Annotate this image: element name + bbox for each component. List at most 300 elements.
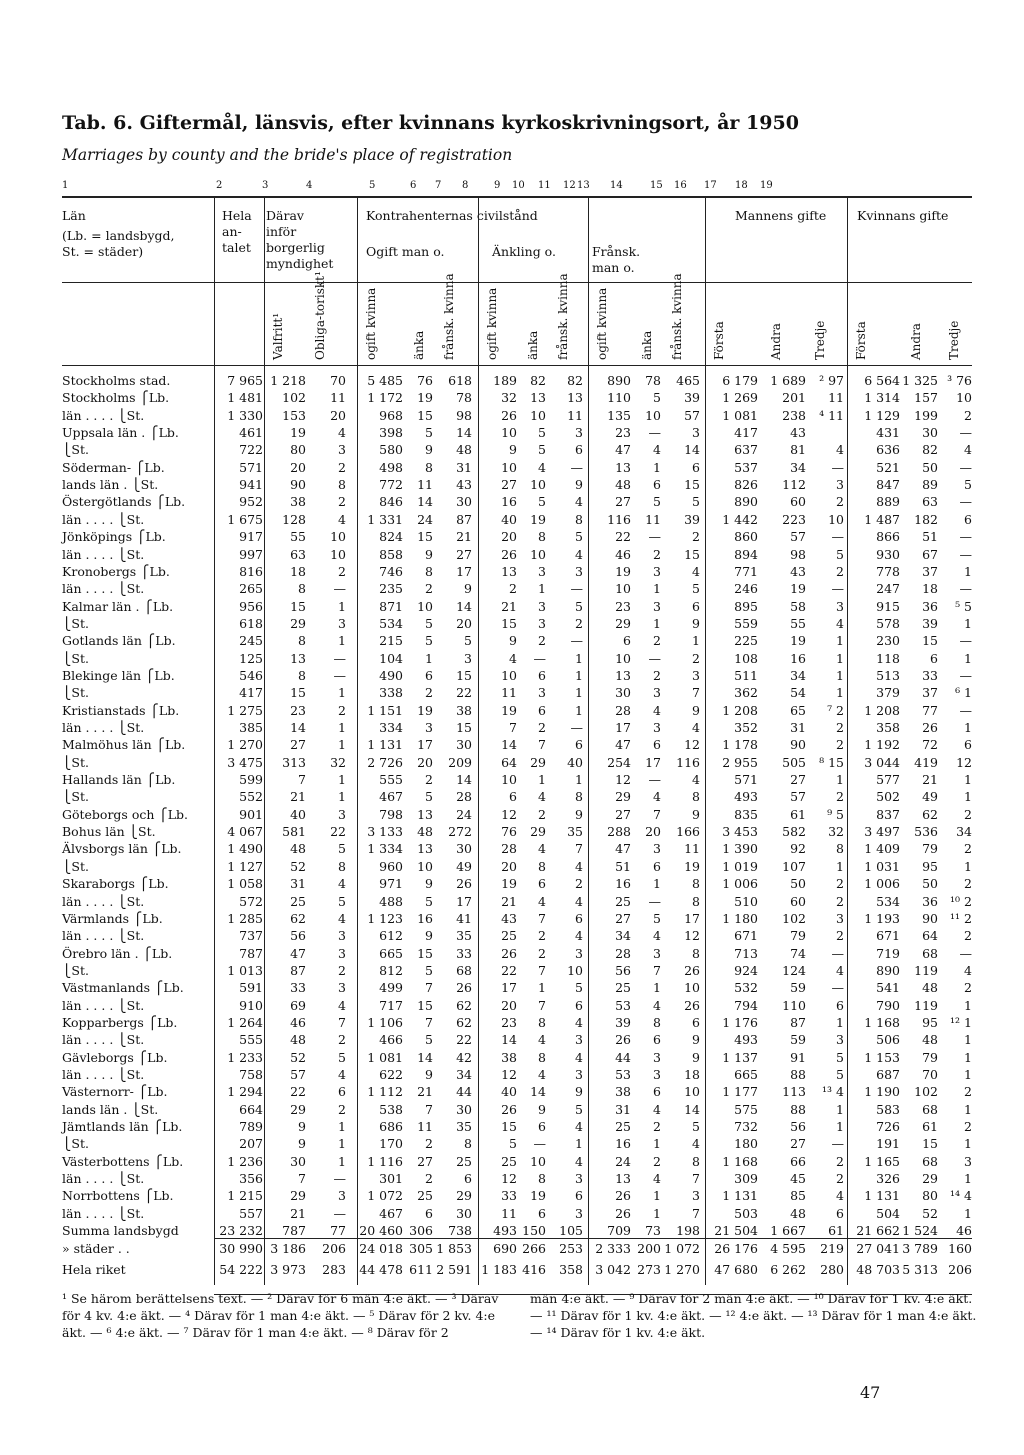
table-cell: 2: [538, 945, 546, 961]
table-cell: 2: [653, 1153, 661, 1169]
table-cell: 19: [684, 858, 700, 874]
table-cell: 3: [575, 425, 583, 441]
table-cell: —: [959, 459, 972, 475]
table-cell: 34: [790, 667, 806, 683]
table-cell: 30: [456, 494, 472, 510]
table-cell: 50: [922, 459, 938, 475]
table-cell: 30: [922, 425, 938, 441]
table-cell: 1 072: [664, 1240, 700, 1256]
header-rule-top: [62, 282, 972, 283]
table-cell: ³ 76: [947, 373, 972, 388]
table-cell: 591: [239, 980, 263, 996]
table-cell: 50: [922, 876, 938, 892]
table-cell: 48: [290, 1032, 306, 1048]
table-cell: 5: [836, 1067, 844, 1082]
table-cell: 3: [464, 650, 472, 666]
table-cell: 1: [425, 650, 433, 666]
table-cell: 798: [379, 806, 403, 822]
table-cell: 11: [501, 1205, 517, 1221]
table-cell: 52: [290, 858, 306, 874]
table-cell: 3: [575, 1205, 583, 1221]
table-cell: 416: [522, 1261, 546, 1277]
table-cell: 3: [338, 615, 346, 631]
table-cell: 1 131: [722, 1188, 758, 1204]
table-cell: 577: [876, 772, 900, 788]
table-cell: 334: [379, 720, 403, 735]
table-cell: 7: [538, 997, 546, 1013]
table-cell: 583: [876, 1101, 900, 1117]
table-cell: 118: [876, 650, 900, 666]
table-cell: 3 497: [864, 824, 900, 840]
table-cell: 67: [922, 546, 938, 562]
table-cell: 2 333: [595, 1240, 631, 1256]
table-cell: 504: [876, 1205, 900, 1221]
table-cell: 61: [790, 806, 806, 822]
table-cell: ¹⁰ 2: [950, 893, 972, 909]
table-cell: 2: [425, 581, 433, 597]
table-cell: —: [959, 425, 972, 441]
table-cell: 5: [653, 910, 661, 926]
table-cell: 1: [836, 650, 844, 666]
table-cell: 46: [290, 1014, 306, 1030]
table-cell: 8: [692, 789, 700, 805]
header-borgerlig: borgerlig: [266, 240, 325, 255]
table-cell: 245: [239, 633, 263, 649]
table-cell: 956: [239, 598, 263, 614]
table-cell: 580: [379, 442, 403, 458]
table-cell: 1 180: [722, 910, 758, 926]
table-cell: 54 222: [219, 1261, 263, 1277]
table-cell: ⁸ 15: [819, 754, 844, 770]
sub-header: änka: [640, 330, 654, 360]
table-cell: ² 97: [819, 373, 844, 388]
table-cell: 38: [456, 702, 472, 718]
table-cell: 32: [330, 754, 346, 770]
table-cell: 6: [964, 511, 972, 527]
table-cell: 88: [790, 1067, 806, 1082]
table-cell: 238: [782, 407, 806, 423]
table-cell: 280: [820, 1261, 844, 1277]
column-number: 16: [674, 180, 687, 191]
sub-header: Andra: [769, 323, 783, 360]
table-cell: 5: [575, 1101, 583, 1117]
table-cell: 6: [425, 667, 433, 683]
table-cell: 90: [922, 910, 938, 926]
table-cell: 6: [538, 1119, 546, 1135]
sub-header: änka: [526, 330, 540, 360]
row-label: Söderman- ⎧Lb.: [62, 459, 165, 475]
table-cell: 119: [914, 962, 938, 978]
table-cell: 38: [501, 1049, 517, 1065]
table-cell: —: [333, 667, 346, 683]
column-number: 8: [462, 180, 469, 191]
table-cell: 1 330: [227, 407, 263, 423]
table-cell: 1: [964, 858, 972, 874]
table-cell: 1 481: [227, 390, 263, 406]
table-cell: 5: [692, 1119, 700, 1135]
table-cell: 2: [836, 494, 844, 510]
table-cell: 15: [922, 1136, 938, 1152]
table-cell: 26: [922, 720, 938, 735]
table-cell: 1: [964, 1067, 972, 1082]
table-cell: 7: [692, 1171, 700, 1187]
table-cell: 1 331: [367, 511, 403, 527]
table-cell: 46: [615, 546, 631, 562]
table-cell: 1: [836, 685, 844, 701]
row-label: Kronobergs ⎧Lb.: [62, 563, 170, 579]
table-cell: 2: [538, 633, 546, 649]
table-cell: 2: [653, 546, 661, 562]
table-cell: 48 703: [856, 1261, 900, 1277]
table-cell: 1 031: [864, 858, 900, 874]
table-cell: 952: [239, 494, 263, 510]
table-cell: 105: [559, 1223, 583, 1239]
sub-header: ogift kvinna: [595, 287, 609, 360]
table-cell: 537: [734, 459, 758, 475]
table-cell: 53: [615, 997, 631, 1013]
table-cell: 787: [239, 945, 263, 961]
row-label: län . . . . ⎩St.: [62, 581, 145, 597]
table-cell: —: [959, 494, 972, 510]
table-cell: 24: [417, 511, 433, 527]
table-cell: 59: [790, 980, 806, 996]
table-cell: 824: [379, 529, 403, 545]
table-cell: —: [333, 1171, 346, 1187]
table-cell: 1 116: [367, 1153, 403, 1169]
table-cell: 5: [425, 425, 433, 441]
table-cell: 532: [734, 980, 758, 996]
table-cell: 150: [522, 1223, 546, 1239]
table-cell: 1 168: [864, 1014, 900, 1030]
table-cell: 25: [501, 928, 517, 944]
table-cell: 9: [692, 702, 700, 718]
table-cell: 44 478: [359, 1261, 403, 1277]
table-cell: 21: [501, 893, 517, 909]
table-cell: 467: [379, 789, 403, 805]
table-cell: 20: [501, 997, 517, 1013]
table-cell: 20: [456, 615, 472, 631]
row-label: Stockholms stad.: [62, 373, 171, 388]
table-cell: 4: [509, 650, 517, 666]
table-cell: 60: [790, 893, 806, 909]
table-cell: 27: [790, 1136, 806, 1152]
table-cell: 1 442: [722, 511, 758, 527]
table-cell: 55: [290, 529, 306, 545]
table-cell: —: [533, 1136, 546, 1152]
table-cell: 4: [575, 546, 583, 562]
table-cell: 13: [615, 1171, 631, 1187]
table-cell: 15: [456, 720, 472, 735]
table-cell: 665: [734, 1067, 758, 1082]
table-cell: 1: [653, 1136, 661, 1152]
table-cell: —: [570, 720, 583, 735]
table-cell: 1 151: [367, 702, 403, 718]
table-cell: 4: [653, 1171, 661, 1187]
table-cell: 8: [298, 581, 306, 597]
table-cell: 552: [239, 789, 263, 805]
table-cell: 22: [330, 824, 346, 840]
table-cell: 11: [828, 390, 844, 406]
table-cell: 128: [282, 511, 306, 527]
row-label: ⎩St.: [62, 754, 89, 770]
table-cell: 20: [501, 858, 517, 874]
table-cell: 13: [530, 390, 546, 406]
table-cell: 9: [425, 1067, 433, 1082]
table-cell: 4: [575, 1014, 583, 1030]
table-cell: 6: [836, 1205, 844, 1221]
table-cell: 18: [922, 581, 938, 597]
table-cell: 1 177: [722, 1084, 758, 1100]
table-cell: 3: [538, 615, 546, 631]
table-cell: 14: [530, 1084, 546, 1100]
column-number: 14: [610, 180, 623, 191]
table-cell: 21: [290, 1205, 306, 1221]
table-cell: 45: [790, 1171, 806, 1187]
table-cell: 3: [653, 598, 661, 614]
table-cell: 25: [290, 893, 306, 909]
table-cell: 789: [239, 1119, 263, 1135]
table-cell: 14: [417, 494, 433, 510]
row-label: Jönköpings ⎧Lb.: [62, 529, 166, 545]
table-cell: 4: [836, 1188, 844, 1204]
table-cell: 2: [575, 876, 583, 892]
table-cell: 8: [538, 1171, 546, 1187]
table-cell: 4: [338, 425, 346, 441]
table-cell: 6: [692, 459, 700, 475]
table-cell: 28: [615, 945, 631, 961]
row-label: län . . . . ⎩St.: [62, 546, 145, 562]
table-cell: 846: [379, 494, 403, 510]
table-cell: 5 485: [367, 373, 403, 388]
table-cell: 48: [456, 442, 472, 458]
table-cell: 23: [290, 702, 306, 718]
table-cell: 3: [836, 477, 844, 493]
table-cell: 1: [575, 1136, 583, 1152]
column-number: 3: [262, 180, 269, 191]
table-cell: 4: [538, 789, 546, 805]
table-cell: 76: [417, 373, 433, 388]
table-cell: 33: [501, 1188, 517, 1204]
table-cell: 11: [417, 1119, 433, 1135]
row-label: Uppsala län . ⎧Lb.: [62, 425, 179, 441]
table-cell: 26: [684, 997, 700, 1013]
header-kontrahenternas: Kontrahenternas civilstånd: [366, 208, 538, 223]
table-cell: 15: [456, 667, 472, 683]
row-label: Örebro län . ⎧Lb.: [62, 945, 173, 961]
row-label: ⎩St.: [62, 442, 89, 458]
table-cell: 90: [790, 737, 806, 753]
table-cell: 10: [956, 390, 972, 406]
table-cell: 1 193: [864, 910, 900, 926]
table-cell: 8: [338, 477, 346, 493]
table-cell: 1: [575, 702, 583, 718]
table-cell: 95: [922, 1014, 938, 1030]
table-cell: 890: [607, 373, 631, 388]
table-cell: 13: [501, 563, 517, 579]
table-cell: 2: [538, 928, 546, 944]
table-cell: 1: [836, 633, 844, 649]
table-cell: 54: [790, 685, 806, 701]
table-cell: 1: [964, 1032, 972, 1048]
table-cell: 3: [653, 945, 661, 961]
table-cell: 108: [734, 650, 758, 666]
table-cell: 59: [790, 1032, 806, 1048]
table-cell: 51: [615, 858, 631, 874]
table-cell: 65: [790, 702, 806, 718]
table-cell: 82: [530, 373, 546, 388]
table-cell: 511: [734, 667, 758, 683]
table-cell: 13: [615, 459, 631, 475]
table-cell: 19: [417, 390, 433, 406]
row-label: ⎩St.: [62, 1136, 89, 1152]
table-cell: 612: [379, 928, 403, 944]
table-cell: 107: [782, 858, 806, 874]
sub-header: Andra: [909, 323, 923, 360]
table-cell: 27: [290, 737, 306, 753]
table-cell: 3: [338, 945, 346, 961]
header-lan: Län: [62, 208, 86, 223]
table-cell: 81: [790, 442, 806, 458]
table-cell: 35: [456, 1119, 472, 1135]
table-cell: 39: [684, 390, 700, 406]
table-cell: 17: [501, 980, 517, 996]
table-cell: 503: [734, 1205, 758, 1221]
table-cell: —: [570, 581, 583, 597]
table-cell: 1: [836, 772, 844, 788]
table-cell: 44: [615, 1049, 631, 1065]
table-cell: 1 409: [864, 841, 900, 857]
table-cell: 7: [298, 1171, 306, 1187]
table-cell: 1 270: [664, 1261, 700, 1277]
table-cell: 1: [338, 1153, 346, 1169]
table-cell: 68: [922, 1153, 938, 1169]
table-cell: 79: [922, 841, 938, 857]
column-number-row: [62, 180, 972, 198]
table-cell: 7: [425, 1101, 433, 1117]
table-cell: 889: [876, 494, 900, 510]
table-cell: 493: [493, 1223, 517, 1239]
table-cell: 10: [417, 598, 433, 614]
sub-header: Tredje: [813, 320, 827, 360]
table-cell: 618: [239, 615, 263, 631]
table-cell: 1 334: [367, 841, 403, 857]
table-cell: 1 275: [227, 702, 263, 718]
table-cell: 2: [425, 1136, 433, 1152]
row-label: ⎩St.: [62, 858, 89, 874]
row-label: Summa landsbygd: [62, 1223, 179, 1239]
table-cell: 10: [684, 980, 700, 996]
table-cell: 62: [456, 1014, 472, 1030]
row-label: län . . . . ⎩St.: [62, 511, 145, 527]
table-cell: 690: [493, 1240, 517, 1256]
table-cell: 6: [964, 737, 972, 753]
table-cell: 1 072: [367, 1188, 403, 1204]
table-cell: 2: [836, 1153, 844, 1169]
table-cell: 25: [501, 1153, 517, 1169]
table-cell: 2: [964, 1084, 972, 1100]
table-cell: 24 018: [359, 1240, 403, 1256]
table-cell: 358: [876, 720, 900, 735]
table-cell: 77: [922, 702, 938, 718]
table-cell: 27: [790, 772, 806, 788]
table-cell: 27: [417, 1153, 433, 1169]
table-cell: 3: [653, 1067, 661, 1082]
table-cell: 4: [575, 858, 583, 874]
table-cell: 29: [615, 615, 631, 631]
table-cell: 8: [538, 858, 546, 874]
table-cell: 26: [684, 962, 700, 978]
table-subtitle: Marriages by county and the bride's place of registration: [62, 146, 513, 164]
table-cell: 12: [684, 737, 700, 753]
table-cell: 78: [456, 390, 472, 406]
table-cell: 29: [530, 824, 546, 840]
table-cell: 4: [575, 494, 583, 510]
table-cell: 10: [530, 477, 546, 493]
table-cell: 9: [575, 806, 583, 822]
table-cell: 6: [509, 789, 517, 805]
row-label: Kopparbergs ⎧Lb.: [62, 1014, 178, 1030]
table-cell: 30: [456, 841, 472, 857]
table-cell: 4: [836, 442, 844, 458]
table-cell: 559: [734, 615, 758, 631]
table-cell: 15: [684, 546, 700, 562]
table-cell: 22: [615, 529, 631, 545]
table-cell: 6: [836, 997, 844, 1013]
table-cell: 637: [734, 442, 758, 458]
table-cell: 4: [575, 928, 583, 944]
table-cell: 182: [914, 511, 938, 527]
table-cell: —: [959, 667, 972, 683]
table-cell: 1: [575, 685, 583, 701]
table-cell: 1: [964, 1171, 972, 1187]
table-cell: 57: [684, 407, 700, 423]
table-cell: 546: [239, 667, 263, 683]
table-cell: 3 973: [270, 1261, 306, 1277]
table-cell: 246: [734, 581, 758, 597]
table-cell: 1: [692, 633, 700, 649]
table-cell: 4: [338, 1067, 346, 1082]
table-cell: 42: [456, 1049, 472, 1065]
table-cell: 1 325: [902, 373, 938, 388]
table-cell: 57: [790, 529, 806, 545]
table-cell: 866: [876, 529, 900, 545]
header-fransk-man1: Frånsk.: [592, 244, 641, 259]
table-cell: 837: [876, 806, 900, 822]
column-number: 10: [512, 180, 525, 191]
table-cell: 4: [653, 789, 661, 805]
table-cell: 18: [684, 1067, 700, 1082]
table-cell: —: [959, 945, 972, 961]
row-label: län . . . . ⎩St.: [62, 720, 145, 735]
table-cell: ⁹ 5: [827, 806, 844, 822]
table-cell: 5: [425, 789, 433, 805]
table-cell: 1: [338, 737, 346, 753]
table-cell: 48: [290, 841, 306, 857]
table-cell: 36: [922, 893, 938, 909]
table-cell: 541: [876, 980, 900, 996]
table-cell: 11: [567, 407, 583, 423]
table-cell: 12: [501, 1067, 517, 1082]
row-label: Älvsborgs län ⎧Lb.: [62, 841, 182, 857]
table-cell: 47: [290, 945, 306, 961]
table-cell: 6: [538, 702, 546, 718]
table-cell: 3: [836, 910, 844, 926]
table-cell: 68: [456, 962, 472, 978]
table-cell: 20: [290, 459, 306, 475]
table-cell: 14: [501, 1032, 517, 1048]
table-cell: 89: [922, 477, 938, 493]
table-cell: 11: [684, 841, 700, 857]
